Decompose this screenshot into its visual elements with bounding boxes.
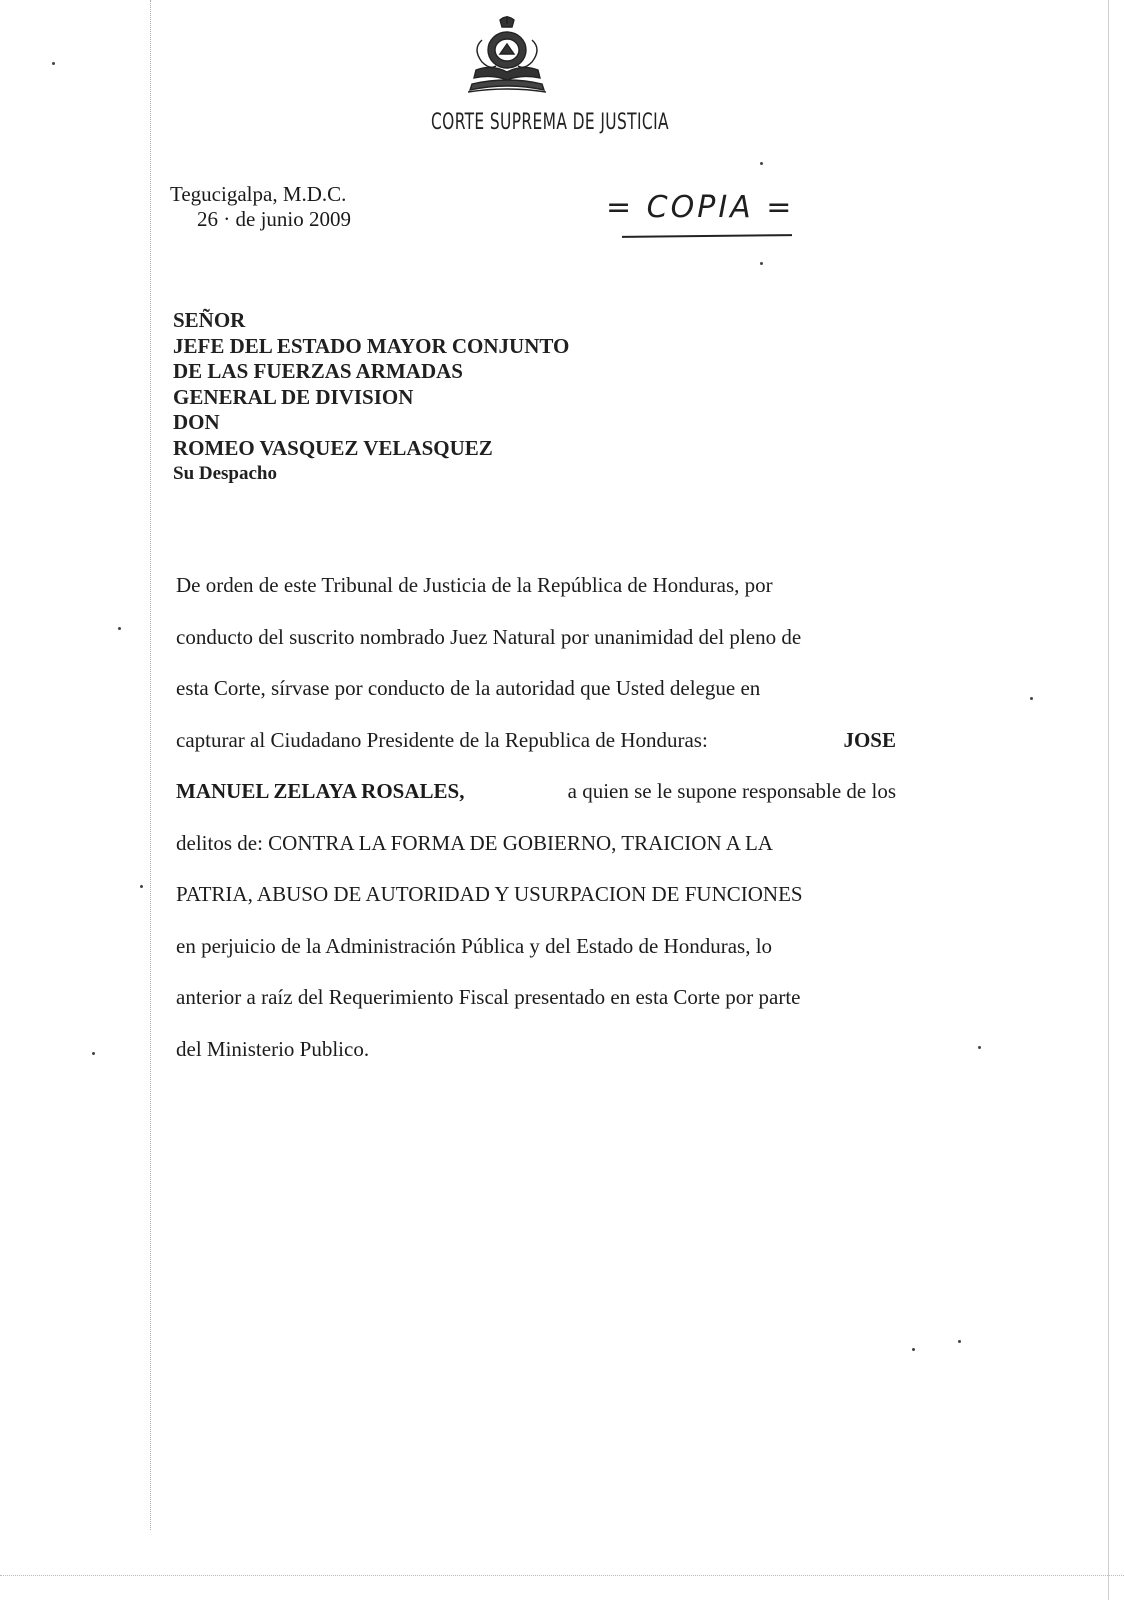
body-line: PATRIA, ABUSO DE AUTORIDAD Y USURPACION DE FUNCIONES [176,882,803,906]
date-line: 26 · de junio 2009 [197,207,351,231]
scan-speck [1030,697,1033,700]
copy-stamp [606,185,806,255]
addressee-line: ROMEO VASQUEZ VELASQUEZ [173,435,493,460]
scan-speck [92,1052,95,1055]
coat-of-arms-icon [462,14,552,96]
addressee-line: SEÑOR [173,308,246,332]
page-edge [1108,0,1109,1600]
addressee-line: DE LAS FUERZAS ARMADAS [173,359,463,383]
body-line: en perjuicio de la Administración Pública y del Estado de Honduras, lo [176,933,773,958]
court-name: CORTE SUPREMA DE JUSTICIA [431,110,669,135]
letter-body [176,560,896,1075]
body-line: conducto del suscrito nombrado Juez Natural por unanimidad del pleno de [176,624,802,649]
body-line: delitos de: CONTRA LA FORMA DE GOBIERNO, TRAICION A LA [176,830,773,855]
addressee-line: GENERAL DE DIVISION [173,384,414,409]
accused-name: MANUEL ZELAYA ROSALES, [176,779,465,803]
addressee-block [173,308,569,487]
copy-stamp-text: = COPIA = [606,190,795,225]
scan-speck [760,262,763,265]
body-line: anterior a raíz del Requerimiento Fiscal presentado en esta Corte por parte [176,985,801,1009]
body-line: esta Corte, sírvase por conducto de la autoridad que Usted delegue en [176,676,761,700]
scan-speck [912,1348,915,1351]
page-bottom-edge [0,1575,1124,1576]
body-line: De orden de este Tribunal de Justicia de la República de Honduras, por [176,573,773,597]
scan-speck [118,627,121,630]
scan-speck [978,1046,981,1049]
body-line: del Ministerio Publico. [176,1036,370,1061]
body-text-run: a quien se le supone responsable de los [567,779,896,803]
addressee-line: JEFE DEL ESTADO MAYOR CONJUNTO [173,333,570,358]
binding-margin-line [150,0,151,1530]
addressee-line: Su Despacho [173,463,277,484]
scan-speck [140,885,143,888]
scan-speck [958,1340,961,1343]
body-text-run: capturar al Ciudadano Presidente de la Republica de Honduras: [176,727,708,752]
addressee-line: DON [173,410,220,434]
scan-speck [52,62,55,65]
body-line [176,766,896,818]
copy-stamp-underline [622,234,792,238]
body-line [176,715,896,767]
accused-name-start: JOSE [843,727,896,752]
place-line: Tegucigalpa, M.D.C. [170,182,347,206]
scan-speck [760,162,763,165]
